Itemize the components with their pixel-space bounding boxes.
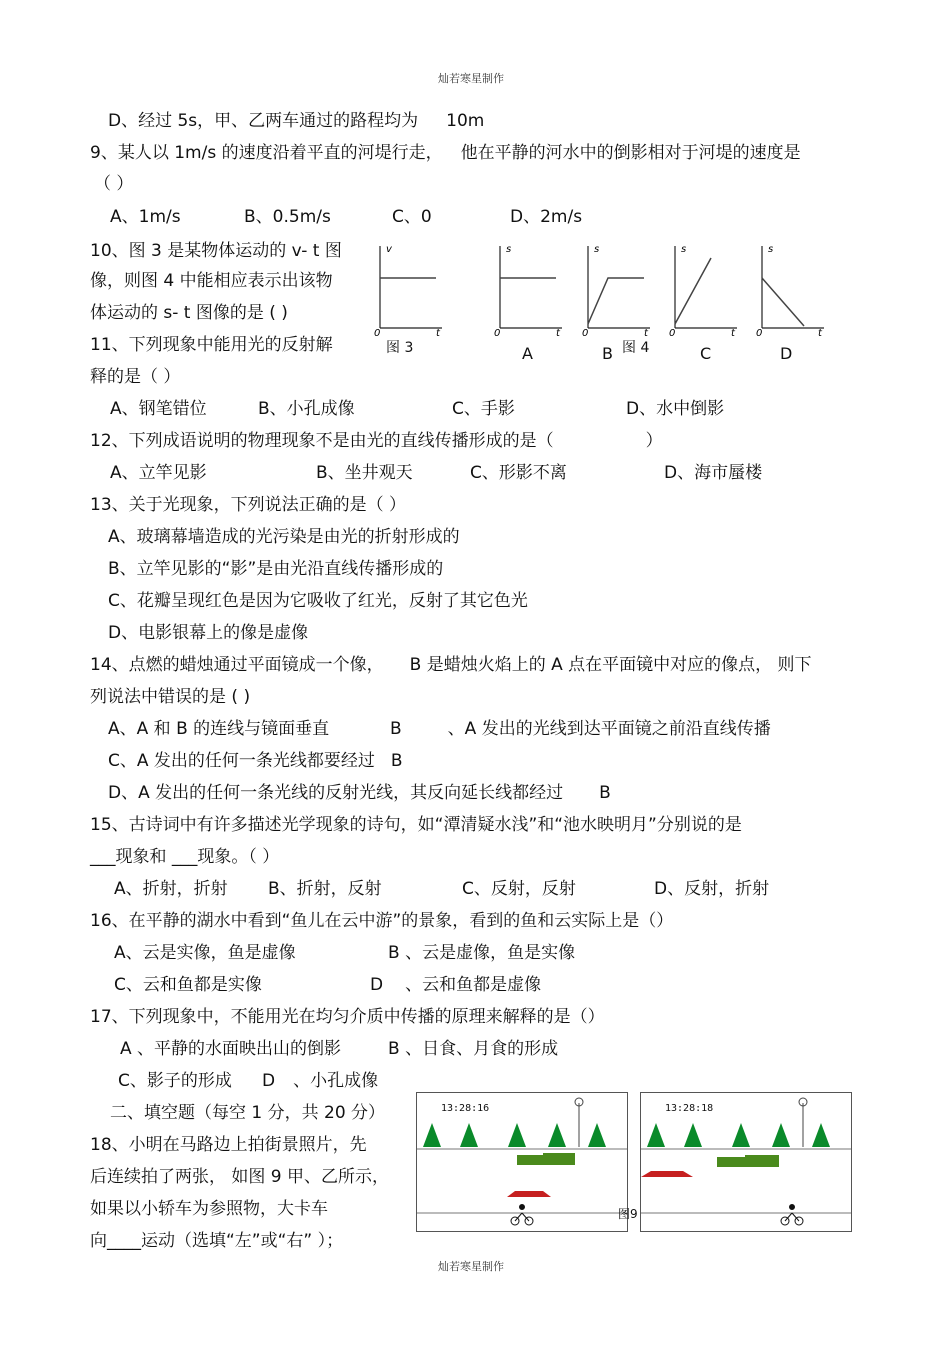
- q14-option-b: [390, 718, 771, 740]
- graph-label-a: A: [522, 344, 533, 363]
- v-axis-label: v: [386, 244, 392, 255]
- q9-option-a: A、1m/s: [110, 207, 181, 227]
- question-13: 13、关于光现象，下列说法正确的是（ ）: [90, 495, 407, 515]
- figure-3-caption: 图 3: [386, 340, 414, 356]
- page-header: 灿若寒星制作: [438, 72, 504, 85]
- q15-option-a: A、折射，折射: [114, 879, 228, 899]
- q9-option-d: D、2m/s: [510, 207, 583, 227]
- q13-option-d: D、电影银幕上的像是虚像: [108, 623, 309, 643]
- graph-option-a: [490, 240, 568, 338]
- t-axis-label: t: [818, 328, 822, 338]
- origin-label: 0: [582, 328, 589, 338]
- option-d-prev: [108, 110, 484, 132]
- text: 、A 发出的光线到达平面镜之前沿直线传播: [447, 719, 771, 739]
- text: B: [599, 783, 611, 803]
- origin-label: 0: [374, 328, 381, 338]
- question-10-line2: 像，则图 4 中能相应表示出该物: [90, 271, 333, 291]
- graph-label-d: D: [780, 344, 793, 363]
- timestamp-a: 13:28:16: [441, 1103, 490, 1114]
- text: D、经过 5s，甲、乙两车通过的路程均为: [108, 111, 419, 131]
- question-15: 15、古诗词中有许多描述光学现象的诗句，如“潭清疑水浅”和“池水映明月”分别说的是: [90, 815, 742, 835]
- t-axis-label: t: [436, 328, 440, 338]
- bicycle-icon: [511, 1205, 533, 1226]
- text: C、A 发出的任何一条光线都要经过: [108, 751, 375, 771]
- question-17: 17、下列现象中，不能用光在均匀介质中传播的原理来解释的是（）: [90, 1007, 605, 1027]
- text: 12、下列成语说明的物理现象不是由光的直线传播形成的是（: [90, 431, 554, 451]
- q13-option-a: A、玻璃幕墙造成的光污染是由光的折射形成的: [108, 527, 460, 547]
- q9-option-b: B、0.5m/s: [244, 207, 331, 227]
- s-axis-label: s: [506, 244, 512, 255]
- question-18-line1: 18、小明在马路边上拍街景照片，先: [90, 1135, 367, 1155]
- text: B: [390, 751, 403, 771]
- text: B: [390, 719, 402, 739]
- q17-option-b: B 、日食、月食的形成: [388, 1039, 559, 1059]
- text: ）: [645, 431, 663, 451]
- figure-9-photo-a: [416, 1092, 628, 1232]
- q15-option-c: C、反射，反射: [462, 879, 576, 899]
- section-2-heading: 二、填空题（每空 1 分，共 20 分）: [110, 1103, 386, 1123]
- q11-option-d: D、水中倒影: [626, 399, 725, 419]
- q17-option-a: A 、平静的水面映出山的倒影: [120, 1039, 342, 1059]
- figure-9-photo-b: [640, 1092, 852, 1232]
- figure-9-caption: 图9: [618, 1207, 638, 1221]
- question-9-paren: （ ）: [94, 174, 134, 194]
- t-axis-label: t: [556, 328, 560, 338]
- text: 14、点燃的蜡烛通过平面镜成一个像，: [90, 655, 384, 675]
- q17-option-d: [262, 1070, 378, 1092]
- q11-option-a: A、钢笔错位: [110, 399, 207, 419]
- q11-option-c: C、手影: [452, 399, 515, 419]
- origin-label: 0: [669, 328, 676, 338]
- text: D、A 发出的任何一条光线的反射光线，其反向延长线都经过: [108, 783, 564, 803]
- graph-option-b: [578, 240, 656, 338]
- q13-option-b: B、立竿见影的“影”是由光沿直线传播形成的: [108, 559, 444, 579]
- origin-label: 0: [494, 328, 501, 338]
- street-scene-a: [417, 1093, 627, 1231]
- q11-option-b: B、小孔成像: [258, 399, 355, 419]
- t-axis-label: t: [644, 328, 648, 338]
- question-18-line2: 后连续拍了两张， 如图 9 甲、乙所示，: [90, 1167, 390, 1187]
- question-16: 16、在平静的湖水中看到“鱼儿在云中游”的景象，看到的鱼和云实际上是（）: [90, 911, 674, 931]
- q14-option-d: [108, 782, 611, 804]
- text: 他在平静的河水中的倒影相对于河堤的速度是: [460, 143, 801, 163]
- text: D: [370, 975, 384, 995]
- figure-3-vt-graph: [370, 240, 448, 338]
- text: 、小孔成像: [293, 1071, 379, 1091]
- text: 、云和鱼都是虚像: [405, 975, 542, 995]
- q12-option-c: C、形影不离: [470, 463, 567, 483]
- q16-option-b: B 、云是虚像，鱼是实像: [388, 943, 576, 963]
- text: 10m: [446, 111, 485, 131]
- figure-4-caption: 图 4: [622, 340, 650, 356]
- question-11-line1: 11、下列现象中能用光的反射解: [90, 335, 333, 355]
- bicycle-icon: [781, 1205, 803, 1226]
- q16-option-a: A、云是实像，鱼是虚像: [114, 943, 296, 963]
- q12-option-b: B、坐井观天: [316, 463, 413, 483]
- q17-option-c: C、影子的形成: [118, 1071, 232, 1091]
- question-15-line2: ___现象和 ___现象。（ ）: [90, 847, 280, 867]
- q14-option-c: [108, 750, 403, 772]
- question-18-line3: 如果以小轿车为参照物，大卡车: [90, 1199, 328, 1219]
- timestamp-b: 13:28:18: [665, 1103, 714, 1114]
- q15-option-d: D、反射，折射: [654, 879, 770, 899]
- q15-option-b: B、折射，反射: [268, 879, 382, 899]
- graph-option-d: [752, 240, 830, 338]
- text: D: [262, 1071, 276, 1091]
- q9-option-c: C、0: [392, 207, 432, 227]
- s-axis-label: s: [594, 244, 600, 255]
- truck-icon: [517, 1153, 575, 1165]
- t-axis-label: t: [731, 328, 735, 338]
- graph-option-c: [665, 240, 743, 338]
- question-10-line1: 10、图 3 是某物体运动的 v- t 图: [90, 241, 342, 261]
- q13-option-c: C、花瓣呈现红色是因为它吸收了红光，反射了其它色光: [108, 591, 528, 611]
- car-icon: [507, 1191, 551, 1197]
- street-scene-b: [641, 1093, 851, 1231]
- graph-label-b: B: [602, 344, 613, 363]
- q12-option-a: A、立竿见影: [110, 463, 207, 483]
- q16-option-d: [370, 974, 541, 996]
- graph-label-c: C: [700, 344, 712, 363]
- question-12: [90, 430, 663, 452]
- question-11-line2: 释的是（ ）: [90, 367, 181, 387]
- s-axis-label: s: [681, 244, 687, 255]
- origin-label: 0: [756, 328, 763, 338]
- question-18-line4: 向____运动（选填“左”或“右” ）；: [90, 1231, 344, 1251]
- s-axis-label: s: [768, 244, 774, 255]
- text: 9、某人以 1m/s 的速度沿着平直的河堤行走，: [90, 143, 443, 163]
- page-footer: 灿若寒星制作: [438, 1260, 504, 1273]
- question-10-line3: 体运动的 s- t 图像的是 ( ): [90, 303, 288, 323]
- car-icon: [641, 1171, 693, 1177]
- q14-option-a: A、A 和 B 的连线与镜面垂直: [108, 719, 330, 739]
- q12-option-d: D、海市蜃楼: [664, 463, 763, 483]
- q16-option-c: C、云和鱼都是实像: [114, 975, 262, 995]
- question-14: [90, 654, 812, 676]
- question-14-line2: 列说法中错误的是 ( ): [90, 687, 251, 707]
- truck-icon: [717, 1155, 779, 1167]
- question-9: [90, 142, 801, 164]
- text: B 是蜡烛火焰上的 A 点在平面镜中对应的像点， 则下: [409, 655, 812, 675]
